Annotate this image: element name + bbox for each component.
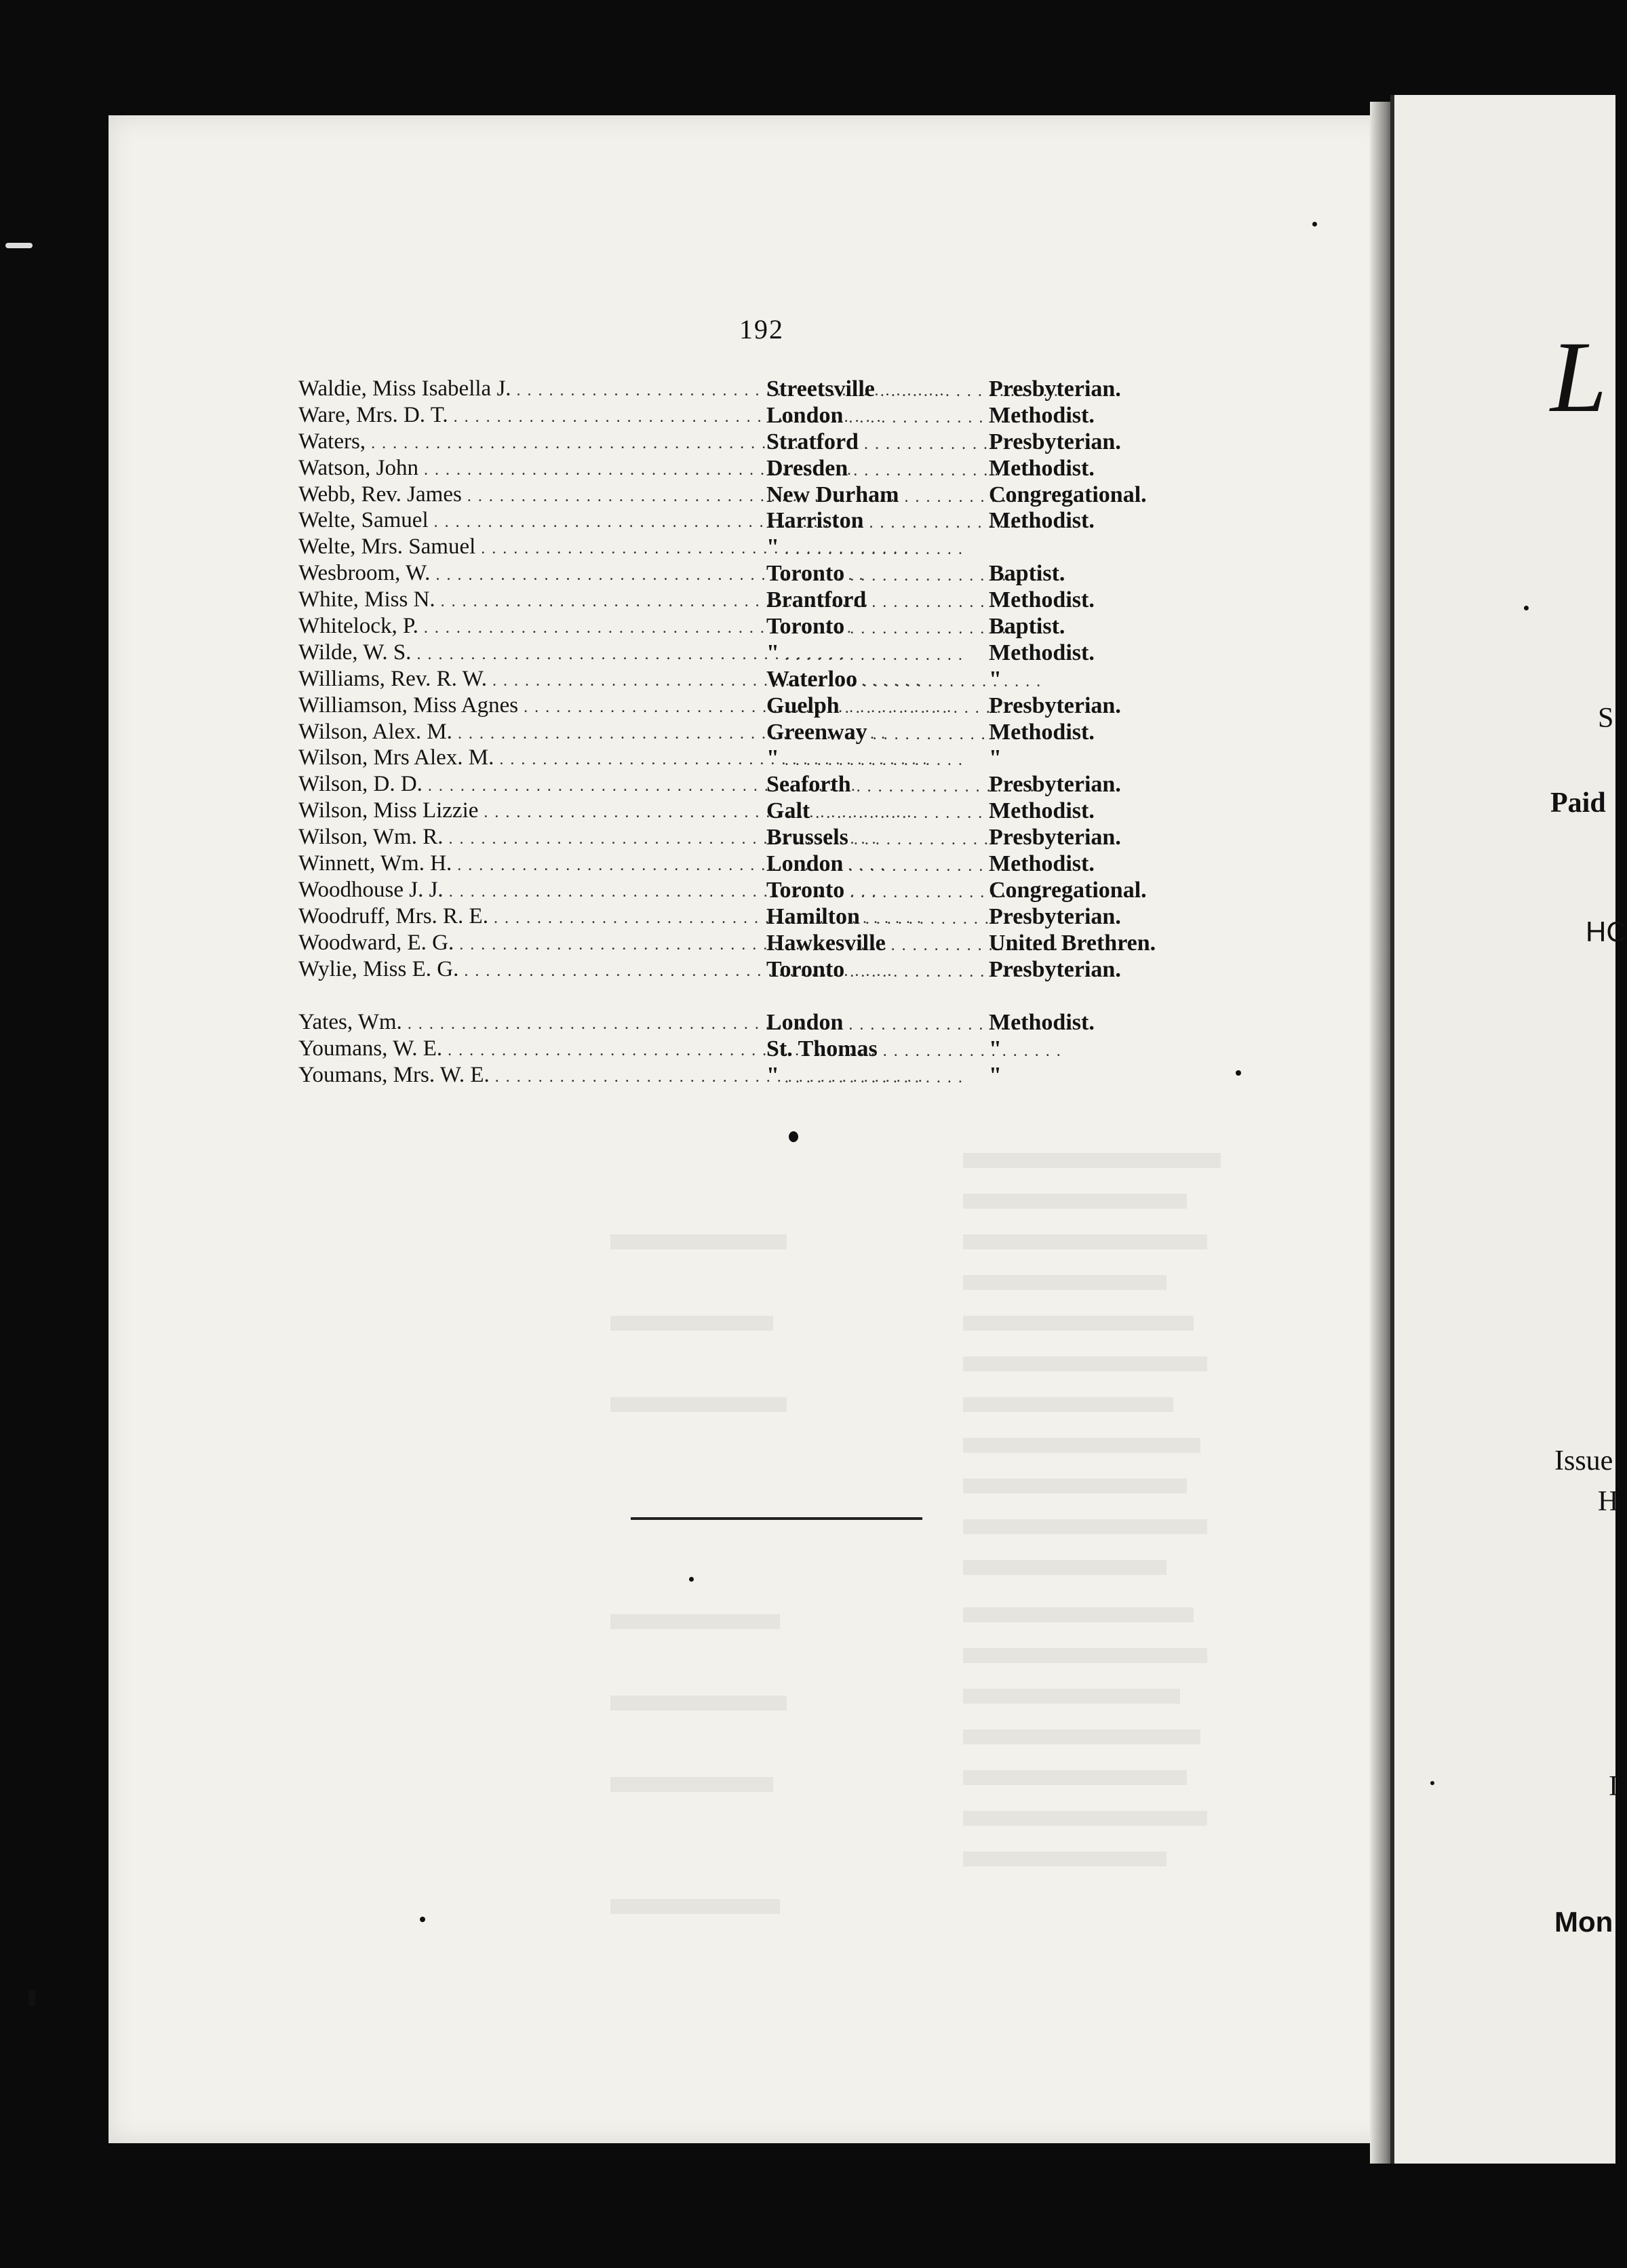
entry-denomination: "	[989, 745, 1002, 771]
directory-entry	[298, 1036, 1248, 1063]
entry-denomination: Presbyterian.	[989, 903, 1121, 929]
entry-name: Youmans, W. E. . . .	[298, 1036, 760, 1061]
entry-place: Brussels . . .	[766, 825, 983, 850]
right-page	[1390, 95, 1627, 2164]
entry-place: Streetsville . . .	[766, 376, 983, 402]
entry-name: Waldie, Miss Isabella J. . . .	[298, 376, 760, 402]
directory-entry	[298, 482, 1248, 509]
right-page-large-letter: L	[1550, 321, 1607, 433]
entry-denomination: Presbyterian.	[989, 956, 1121, 982]
bleed-through	[610, 1899, 780, 1914]
bleed-through	[963, 1234, 1207, 1249]
entry-name: Williamson, Miss Agnes . . .	[298, 693, 760, 718]
page-number: 192	[739, 314, 784, 345]
entry-place: London . . .	[766, 403, 983, 429]
entry-name: Watson, John . . .	[298, 456, 760, 481]
entry-place: New Durham . . .	[766, 482, 983, 508]
directory-entry	[298, 403, 1248, 429]
entry-place: Toronto . . .	[766, 614, 983, 640]
entry-place: " . . .	[766, 745, 983, 771]
entry-denomination: Baptist.	[989, 614, 1065, 640]
entry-name: Wilson, Wm. R. . . .	[298, 825, 760, 850]
entry-denomination: Presbyterian.	[989, 772, 1121, 798]
entry-name: Wilson, Mrs Alex. M. . . .	[298, 745, 760, 770]
directory-entry	[298, 587, 1248, 614]
entry-denomination: Methodist.	[989, 402, 1095, 428]
directory-entry	[298, 429, 1248, 456]
entry-place: " . . .	[766, 534, 983, 560]
directory-entry	[298, 904, 1248, 931]
entry-denomination: Methodist.	[989, 455, 1095, 481]
entry-denomination: "	[989, 1063, 1002, 1089]
scan-speck	[1430, 1781, 1434, 1785]
directory-entry	[298, 931, 1248, 957]
entry-name: Williams, Rev. R. W. . . .	[298, 667, 760, 692]
entry-name: Woodhouse J. J. . . .	[298, 878, 760, 903]
entry-denomination: Presbyterian.	[989, 376, 1121, 402]
entry-denomination: Methodist.	[989, 640, 1095, 665]
entry-name: White, Miss N. . . .	[298, 587, 760, 612]
bleed-through	[610, 1316, 773, 1331]
bleed-through	[963, 1479, 1187, 1493]
directory-entry	[298, 1063, 1248, 1089]
entry-place: London . . .	[766, 1010, 983, 1036]
bleed-through	[963, 1438, 1200, 1453]
entry-place: Hamilton . . .	[766, 904, 983, 930]
bleed-through	[963, 1153, 1221, 1168]
entry-place: Greenway . . .	[766, 720, 983, 745]
bleed-through	[610, 1397, 787, 1412]
directory-entry	[298, 957, 1248, 983]
entry-place: Toronto . . .	[766, 878, 983, 903]
entry-name: Woodruff, Mrs. R. E. . . .	[298, 904, 760, 929]
entry-denomination: Methodist.	[989, 719, 1095, 745]
bullet-mark	[789, 1131, 798, 1142]
bleed-through	[610, 1234, 787, 1249]
entry-name: Woodward, E. G. . . .	[298, 931, 760, 956]
scan-speck	[1312, 222, 1317, 227]
bleed-through	[963, 1560, 1167, 1575]
directory-entry	[298, 851, 1248, 878]
bleed-through	[610, 1614, 780, 1629]
entry-denomination: United Brethren.	[989, 930, 1156, 956]
entry-name: Welte, Samuel . . .	[298, 508, 760, 533]
entry-name: Ware, Mrs. D. T. . . .	[298, 403, 760, 428]
right-page-fragment: Paid	[1550, 787, 1606, 819]
directory-entry	[298, 693, 1248, 720]
entry-denomination: "	[989, 666, 1002, 692]
bleed-through	[963, 1397, 1173, 1412]
entry-name: Yates, Wm. . . .	[298, 1010, 760, 1035]
bleed-through	[963, 1607, 1194, 1622]
entry-place: Seaforth . . .	[766, 772, 983, 798]
right-page-fragment: Issue	[1554, 1445, 1613, 1477]
scan-speck	[5, 243, 33, 248]
entry-denomination: Presbyterian.	[989, 825, 1121, 850]
entry-name: Webb, Rev. James . . .	[298, 482, 760, 507]
entry-place: London . . .	[766, 851, 983, 877]
entry-denomination: Baptist.	[989, 561, 1065, 587]
entry-denomination: Methodist.	[989, 851, 1095, 877]
directory-entry	[298, 798, 1248, 825]
entry-place: Waterloo . . .	[766, 667, 983, 692]
scan-speck	[28, 1991, 35, 2006]
right-page-fragment: H	[1598, 1486, 1619, 1517]
scan-speck	[1236, 1070, 1241, 1076]
entry-name: Youmans, Mrs. W. E. . . .	[298, 1063, 760, 1088]
entry-name: Waters, . . .	[298, 429, 760, 454]
entry-denomination: Presbyterian.	[989, 692, 1121, 718]
bleed-through	[963, 1648, 1207, 1663]
right-page-fragment: I	[1609, 1771, 1618, 1802]
entry-name: Wilson, Alex. M. . . .	[298, 720, 760, 745]
entry-denomination: Methodist.	[989, 508, 1095, 534]
bleed-through	[963, 1194, 1187, 1209]
entry-name: Whitelock, P. . . .	[298, 614, 760, 639]
entry-denomination: Congregational.	[989, 482, 1147, 507]
bleed-through	[963, 1852, 1167, 1866]
directory-entry	[298, 640, 1248, 667]
directory-entry	[298, 745, 1248, 772]
scan-speck	[420, 1917, 425, 1922]
bleed-through	[610, 1777, 773, 1792]
entry-denomination: Methodist.	[989, 587, 1095, 613]
directory-entry	[298, 772, 1248, 798]
entry-place: Toronto . . .	[766, 561, 983, 587]
bleed-through	[963, 1519, 1207, 1534]
entry-name: Wylie, Miss E. G. . . .	[298, 957, 760, 982]
entry-name: Wilson, Miss Lizzie . . .	[298, 798, 760, 823]
entry-denomination: Congregational.	[989, 877, 1147, 903]
entry-place: " . . .	[766, 640, 983, 666]
directory-entry	[298, 667, 1248, 693]
entry-denomination: "	[989, 1036, 1002, 1062]
directory-entry	[298, 1010, 1248, 1036]
directory-list	[298, 376, 1248, 1089]
directory-entry	[298, 825, 1248, 851]
entry-place: Harriston . . .	[766, 508, 983, 534]
entry-denomination: Presbyterian.	[989, 429, 1121, 454]
directory-entry	[298, 561, 1248, 587]
bleed-through	[963, 1316, 1194, 1331]
scan-speck	[1524, 606, 1529, 610]
entry-denomination: Methodist.	[989, 798, 1095, 824]
right-page-fragment: HC	[1586, 916, 1627, 947]
section-rule	[631, 1517, 922, 1520]
entry-place: Stratford . . .	[766, 429, 983, 455]
entry-name: Wilde, W. S. . . .	[298, 640, 760, 665]
entry-place: Hawkesville . . .	[766, 931, 983, 956]
entry-place: St. Thomas . . .	[766, 1036, 983, 1062]
bleed-through	[963, 1770, 1187, 1785]
entry-place: Dresden . . .	[766, 456, 983, 482]
entry-place: Toronto . . .	[766, 957, 983, 983]
bleed-through	[963, 1811, 1207, 1826]
bleed-through	[963, 1689, 1180, 1704]
right-page-fragment: S	[1598, 703, 1614, 734]
directory-entry	[298, 878, 1248, 904]
bleed-through	[610, 1696, 787, 1710]
entry-place: Galt . . .	[766, 798, 983, 824]
entry-place: Brantford . . .	[766, 587, 983, 613]
entry-name: Welte, Mrs. Samuel . . .	[298, 534, 760, 560]
directory-entry	[298, 456, 1248, 482]
entry-place: Guelph . . .	[766, 693, 983, 719]
entry-place: " . . .	[766, 1063, 983, 1089]
bleed-through	[963, 1275, 1167, 1290]
right-page-fragment: Mon	[1554, 1906, 1613, 1938]
entry-name: Winnett, Wm. H. . . .	[298, 851, 760, 876]
entry-name: Wilson, D. D. . . .	[298, 772, 760, 797]
scan-speck	[689, 1577, 694, 1582]
directory-entry	[298, 508, 1248, 534]
entry-name: Wesbroom, W. . . .	[298, 561, 760, 586]
directory-entry	[298, 720, 1248, 746]
directory-entry	[298, 614, 1248, 640]
bleed-through	[963, 1356, 1207, 1371]
bleed-through	[963, 1729, 1200, 1744]
directory-entry	[298, 534, 1248, 561]
entry-denomination: Methodist.	[989, 1010, 1095, 1036]
directory-entry	[298, 376, 1248, 403]
